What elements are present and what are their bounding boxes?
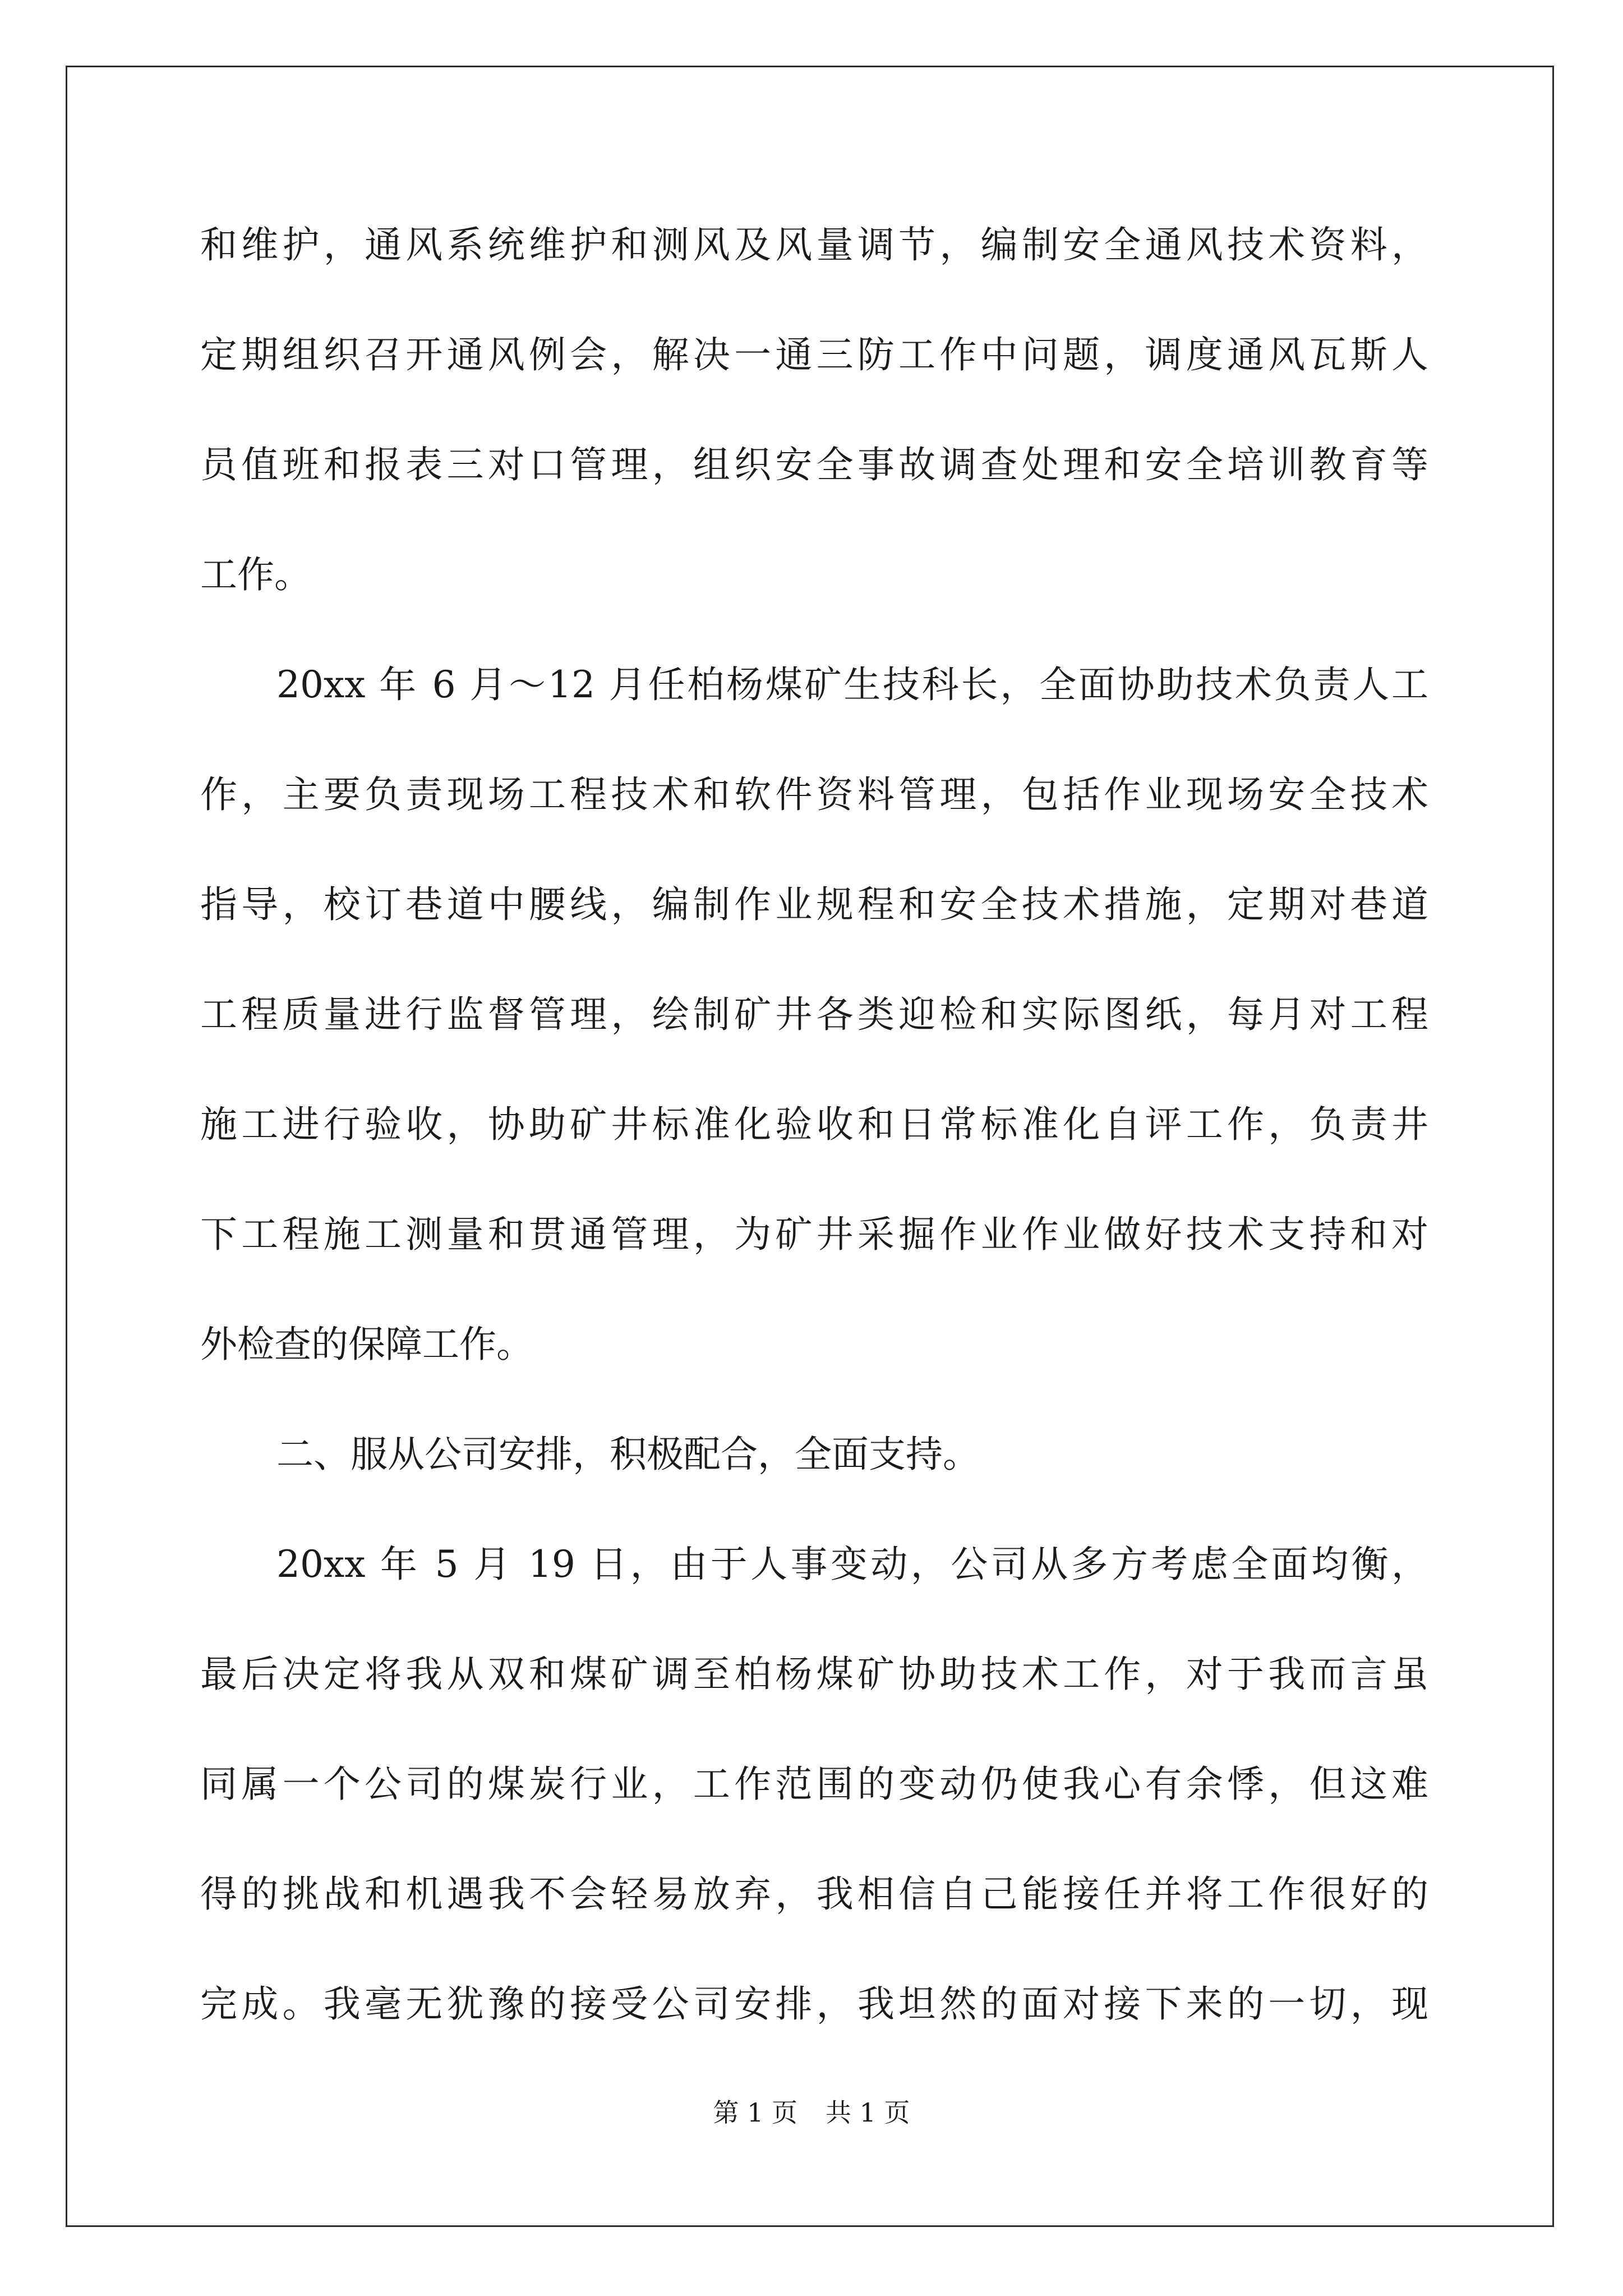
text-line: 同属一个公司的煤炭行业，工作范围的变动仍使我心有余悸，但这难 bbox=[200, 1763, 1428, 1806]
page-number: 第 1 页 bbox=[713, 2097, 797, 2128]
document-body bbox=[200, 190, 1428, 2059]
paragraph-first-line: 20xx 年 5 月 19 日，由于人事变动，公司从多方考虑全面均衡， bbox=[276, 1543, 1428, 1586]
text-line: 下工程施工测量和贯通管理，为矿井采掘作业作业做好技术支持和对 bbox=[200, 1213, 1428, 1256]
text-line: 工程质量进行监督管理，绘制矿井各类迎检和实际图纸，每月对工程 bbox=[200, 993, 1428, 1036]
text-line: 定期组织召开通风例会，解决一通三防工作中问题，调度通风瓦斯人 bbox=[200, 333, 1428, 376]
text-line: 最后决定将我从双和煤矿调至柏杨煤矿协助技术工作，对于我而言虽 bbox=[200, 1653, 1428, 1696]
text-line: 施工进行验收，协助矿井标准化验收和日常标准化自评工作，负责井 bbox=[200, 1103, 1428, 1146]
page-footer bbox=[0, 2096, 1623, 2129]
text-line: 得的挑战和机遇我不会轻易放弃，我相信自己能接任并将工作很好的 bbox=[200, 1872, 1428, 1916]
text-line: 员值班和报表三对口管理，组织安全事故调查处理和安全培训教育等 bbox=[200, 443, 1428, 486]
section-heading: 二、服从公司安排，积极配合，全面支持。 bbox=[276, 1433, 980, 1476]
paragraph-first-line: 20xx 年 6 月～12 月任柏杨煤矿生技科长，全面协助技术负责人工 bbox=[276, 663, 1428, 706]
text-line: 完成。我毫无犹豫的接受公司安排，我坦然的面对接下来的一切，现 bbox=[200, 1982, 1428, 2026]
text-line: 外检查的保障工作。 bbox=[200, 1323, 533, 1366]
text-line: 指导，校订巷道中腰线，编制作业规程和安全技术措施，定期对巷道 bbox=[200, 883, 1428, 926]
page-total: 共 1 页 bbox=[826, 2097, 910, 2128]
text-line: 和维护，通风系统维护和测风及风量调节，编制安全通风技术资料， bbox=[200, 223, 1428, 266]
text-line: 作，主要负责现场工程技术和软件资料管理，包括作业现场安全技术 bbox=[200, 773, 1428, 816]
text-line: 工作。 bbox=[200, 553, 311, 596]
